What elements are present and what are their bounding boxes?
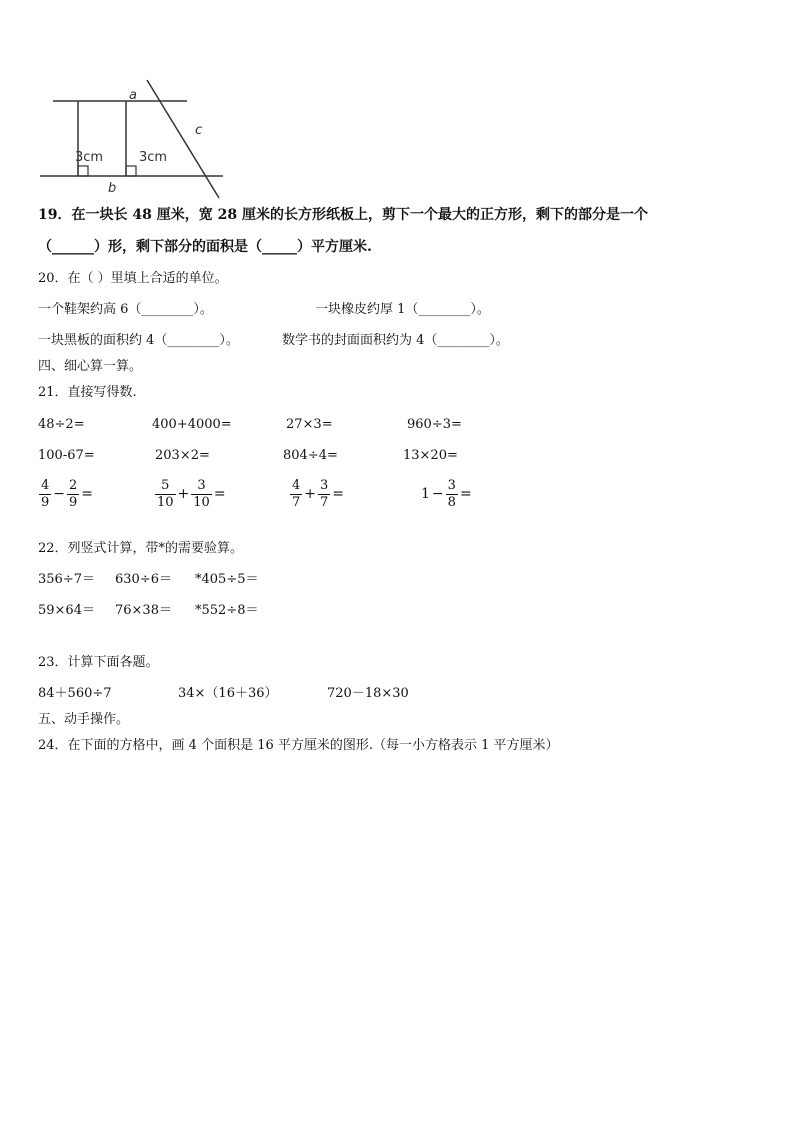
q22-calc: *405÷5＝	[195, 572, 259, 587]
q23-calc: 34×（16＋36）	[178, 686, 278, 701]
numerator: 2	[69, 477, 78, 493]
q21-calc: 960÷3=	[407, 417, 462, 432]
fraction	[446, 478, 458, 511]
q20-title: 20．在（ ）里填上合适的单位。	[38, 271, 228, 286]
fraction-expression	[38, 474, 94, 514]
numerator: 3	[197, 477, 206, 493]
q21-title: 21．直接写得数.	[38, 385, 137, 400]
q22-calc: 356÷7＝	[38, 572, 95, 587]
operator: +	[177, 486, 190, 502]
equals: =	[459, 486, 472, 502]
q21-fraction-row	[0, 474, 794, 514]
q23-title: 23．计算下面各题。	[38, 655, 159, 670]
fraction	[39, 478, 51, 511]
q20-item-shoe-rack: 一个鞋架约高 6（________）。	[38, 302, 213, 317]
numerator: 5	[161, 477, 170, 493]
fraction	[67, 478, 79, 511]
numerator: 4	[292, 477, 301, 493]
q21-calc: 100-67=	[38, 448, 95, 463]
q21-calc: 804÷4=	[283, 448, 338, 463]
q23-calc: 720－18×30	[327, 686, 409, 701]
operator: +	[304, 486, 317, 502]
label-b: b	[108, 181, 117, 196]
q21-calc: 27×3=	[286, 417, 333, 432]
fraction	[191, 478, 212, 511]
right-height-label: 3cm	[139, 150, 168, 165]
q19-line1: 19．在一块长 48 厘米，宽 28 厘米的长方形纸板上，剪下一个最大的正方形，剩下的部分是一个	[38, 207, 648, 223]
q19-line2: （______）形，剩下部分的面积是（_____）平方厘米.	[38, 239, 372, 255]
denominator: 9	[41, 494, 50, 510]
q21-calc: 400+4000=	[152, 417, 232, 432]
denominator: 7	[292, 494, 301, 510]
denominator: 10	[193, 494, 210, 510]
q21-calc: 48÷2=	[38, 417, 85, 432]
equals: =	[332, 486, 345, 502]
q22-calc: 630÷6＝	[115, 572, 172, 587]
denominator: 8	[447, 494, 456, 510]
fraction-expression	[289, 474, 345, 514]
numerator: 4	[41, 477, 50, 493]
denominator: 7	[320, 494, 329, 510]
q21-calc: 13×20=	[403, 448, 458, 463]
fraction	[155, 478, 176, 511]
section-4-heading: 四、细心算一算。	[38, 359, 143, 374]
numerator: 3	[320, 477, 329, 493]
q22-title: 22．列竖式计算，带*的需要验算。	[38, 541, 244, 556]
q20-item-blackboard: 一块黑板的面积约 4（________）。	[38, 333, 239, 348]
label-a: a	[129, 88, 137, 103]
q22-calc: *552÷8＝	[195, 603, 259, 618]
q24-title: 24．在下面的方格中，画 4 个面积是 16 平方厘米的图形.（每一小方格表示 1 平方厘米）	[38, 738, 559, 753]
parallel-lines-figure	[35, 78, 235, 202]
fraction	[318, 478, 330, 511]
equals: =	[213, 486, 226, 502]
fraction-expression	[154, 474, 227, 514]
operator: −	[53, 486, 66, 502]
q22-calc: 59×64＝	[38, 603, 95, 618]
section-5-heading: 五、动手操作。	[38, 712, 130, 727]
left-right-angle-mark	[78, 166, 88, 176]
q21-calc: 203×2=	[155, 448, 210, 463]
left-height-label: 3cm	[75, 150, 104, 165]
numerator: 3	[447, 477, 456, 493]
q23-calc: 84＋560÷7	[38, 686, 112, 701]
operator: −	[431, 486, 444, 502]
fraction-expression	[420, 474, 473, 514]
fraction	[290, 478, 302, 511]
whole-number: 1	[421, 486, 430, 502]
q20-item-book-cover: 数学书的封面面积约为 4（________）。	[282, 333, 509, 348]
q20-item-eraser: 一块橡皮约厚 1（________）。	[315, 302, 490, 317]
label-c: c	[195, 123, 203, 138]
transversal-line-c	[147, 80, 219, 198]
equals: =	[81, 486, 94, 502]
denominator: 10	[157, 494, 174, 510]
q22-calc: 76×38＝	[115, 603, 172, 618]
denominator: 9	[69, 494, 78, 510]
right-right-angle-mark	[126, 166, 136, 176]
